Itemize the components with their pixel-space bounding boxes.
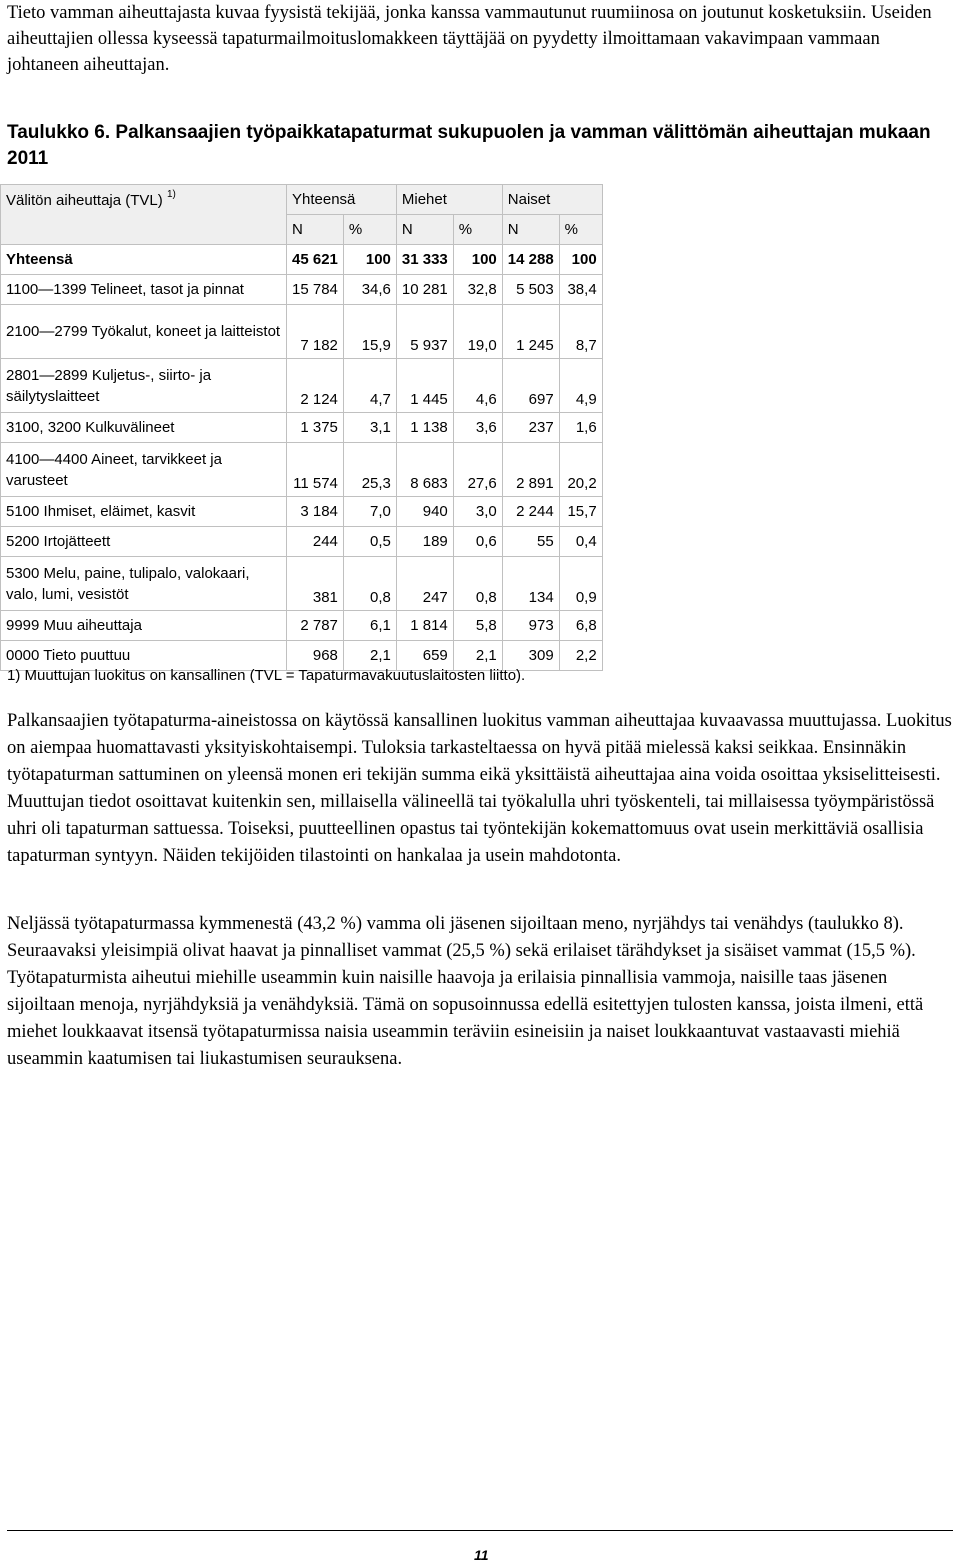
cell-value: 2 124 xyxy=(287,359,344,413)
subheader-n: N xyxy=(287,215,344,245)
cell-value: 7,0 xyxy=(343,497,396,527)
cell-value: 19,0 xyxy=(453,305,502,359)
table-row xyxy=(1,413,603,443)
subheader-pct: % xyxy=(559,215,602,245)
cell-value: 2,1 xyxy=(453,641,502,671)
cell-value: 10 281 xyxy=(396,275,453,305)
cell-value: 6,1 xyxy=(343,611,396,641)
table-row xyxy=(1,611,603,641)
cell-value: 38,4 xyxy=(559,275,602,305)
cell-value: 5,8 xyxy=(453,611,502,641)
cell-value: 0,8 xyxy=(453,557,502,611)
cell-value: 15 784 xyxy=(287,275,344,305)
cell-value: 45 621 xyxy=(287,245,344,275)
subheader-pct: % xyxy=(453,215,502,245)
row-label: 2100—2799 Työkalut, koneet ja laitteistot xyxy=(1,305,287,359)
cell-value: 134 xyxy=(502,557,559,611)
cell-value: 4,6 xyxy=(453,359,502,413)
table-row xyxy=(1,557,603,611)
cell-value: 2,2 xyxy=(559,641,602,671)
row-label: 1100—1399 Telineet, tasot ja pinnat xyxy=(1,275,287,305)
cell-value: 20,2 xyxy=(559,443,602,497)
row-label: 5200 Irtojätteett xyxy=(1,527,287,557)
cell-value: 2 244 xyxy=(502,497,559,527)
row-label: 3100, 3200 Kulkuvälineet xyxy=(1,413,287,443)
cell-value: 100 xyxy=(453,245,502,275)
cell-value: 1,6 xyxy=(559,413,602,443)
cell-value: 8 683 xyxy=(396,443,453,497)
table-caption xyxy=(7,120,947,172)
cell-value: 0,4 xyxy=(559,527,602,557)
cell-value: 3 184 xyxy=(287,497,344,527)
cell-value: 244 xyxy=(287,527,344,557)
group-header-men: Miehet xyxy=(396,185,502,215)
cell-value: 1 445 xyxy=(396,359,453,413)
cell-value: 31 333 xyxy=(396,245,453,275)
table-row xyxy=(1,305,603,359)
cell-value: 8,7 xyxy=(559,305,602,359)
cell-value: 247 xyxy=(396,557,453,611)
table-caption-label: Taulukko 6. xyxy=(7,122,111,143)
intro-paragraph: Tieto vamman aiheuttajasta kuvaa fyysistä tekijää, jonka kanssa vammautunut ruumiinosa on joutunut kosketuksiin. Useiden aiheuttajien ollessa kyseessä tapaturmailmoituslomakkeen täyttäjää on pyydetty ilmoittamaan vakavimpaan vammaan johtaneen aiheuttajan. xyxy=(7,3,932,75)
cell-value: 11 574 xyxy=(287,443,344,497)
cell-value: 973 xyxy=(502,611,559,641)
cell-value: 4,7 xyxy=(343,359,396,413)
cell-value: 2 891 xyxy=(502,443,559,497)
cell-value: 15,7 xyxy=(559,497,602,527)
cell-value: 32,8 xyxy=(453,275,502,305)
row-label: Yhteensä xyxy=(1,245,287,275)
cell-value: 27,6 xyxy=(453,443,502,497)
cell-value: 2,1 xyxy=(343,641,396,671)
cell-value: 189 xyxy=(396,527,453,557)
cell-value: 0,5 xyxy=(343,527,396,557)
cell-value: 968 xyxy=(287,641,344,671)
row-header: Välitön aiheuttaja (TVL) xyxy=(6,192,163,209)
cell-value: 309 xyxy=(502,641,559,671)
table-row xyxy=(1,527,603,557)
table-caption-title: Palkansaajien työpaikkatapaturmat sukupuolen ja vamman välittömän aiheuttajan mukaan 2011 xyxy=(7,122,931,169)
cell-value: 5 937 xyxy=(396,305,453,359)
row-label: 9999 Muu aiheuttaja xyxy=(1,611,287,641)
cell-value: 55 xyxy=(502,527,559,557)
cell-value: 0,6 xyxy=(453,527,502,557)
cell-value: 3,1 xyxy=(343,413,396,443)
cause-table xyxy=(0,184,603,671)
footer-rule xyxy=(7,1530,953,1531)
table-row xyxy=(1,641,603,671)
cell-value: 6,8 xyxy=(559,611,602,641)
subheader-pct: % xyxy=(343,215,396,245)
cell-value: 100 xyxy=(343,245,396,275)
row-label: 5100 Ihmiset, eläimet, kasvit xyxy=(1,497,287,527)
table-row xyxy=(1,359,603,413)
cell-value: 4,9 xyxy=(559,359,602,413)
row-header-cell xyxy=(1,185,287,245)
row-header-note: 1) xyxy=(166,189,176,200)
page-number: 11 xyxy=(474,1547,489,1563)
cell-value: 0,9 xyxy=(559,557,602,611)
subheader-n: N xyxy=(502,215,559,245)
cell-value: 25,3 xyxy=(343,443,396,497)
cell-value: 3,0 xyxy=(453,497,502,527)
cell-value: 381 xyxy=(287,557,344,611)
cell-value: 14 288 xyxy=(502,245,559,275)
cell-value: 1 245 xyxy=(502,305,559,359)
cell-value: 34,6 xyxy=(343,275,396,305)
cell-value: 659 xyxy=(396,641,453,671)
cell-value: 3,6 xyxy=(453,413,502,443)
table-row xyxy=(1,497,603,527)
cell-value: 237 xyxy=(502,413,559,443)
cell-value: 7 182 xyxy=(287,305,344,359)
cell-value: 1 375 xyxy=(287,413,344,443)
cell-value: 100 xyxy=(559,245,602,275)
table-footnote: 1) Muuttujan luokitus on kansallinen (TVL = Tapaturmavakuutuslaitosten liitto). xyxy=(7,667,526,684)
cell-value: 1 138 xyxy=(396,413,453,443)
row-label: 4100—4400 Aineet, tarvikkeet ja varusteet xyxy=(1,443,287,497)
cell-value: 15,9 xyxy=(343,305,396,359)
body-paragraph: Palkansaajien työtapaturma-aineistossa on käytössä kansallinen luokitus vamman aiheuttajaa kuvaavassa muuttujassa. Luokitus on aiempaa huomattavasti yksityiskohtaisempi. Tuloksia tarkasteltaessa on hyvä pitää mielessä kaksi seikkaa. Ensinnäkin työtapaturman sattuminen on yleensä monen eri tekijän summa eikä yksittäistä aiheuttajaa aina voida osoittaa yksiselitteisesti. Muuttujan tiedot osoittavat kuitenkin sen, millaisella välineellä tai työkalulla uhri työskenteli, tai millaisessa työympäristössä uhri oli tapaturman sattuessa. Toiseksi, puutteellinen opastus tai työntekijän kokemattomuus ovat usein merkittäviä osallisia tapaturman syntyyn. Näiden tekijöiden tilastointi on hankalaa ja usein mahdotonta. xyxy=(7,711,952,866)
group-header-women: Naiset xyxy=(502,185,602,215)
cell-value: 0,8 xyxy=(343,557,396,611)
group-header-total: Yhteensä xyxy=(287,185,397,215)
table-row xyxy=(1,443,603,497)
cell-value: 5 503 xyxy=(502,275,559,305)
table-row xyxy=(1,245,603,275)
table-row xyxy=(1,275,603,305)
cell-value: 697 xyxy=(502,359,559,413)
row-label: 2801—2899 Kuljetus-, siirto- ja säilytyslaitteet xyxy=(1,359,287,413)
cell-value: 1 814 xyxy=(396,611,453,641)
cell-value: 940 xyxy=(396,497,453,527)
subheader-n: N xyxy=(396,215,453,245)
table-header-row xyxy=(1,185,603,215)
body-paragraph: Neljässä työtapaturmassa kymmenestä (43,2 %) vamma oli jäsenen sijoiltaan meno, nyrjähdys tai venähdys (taulukko 8). Seuraavaksi yleisimpiä olivat haavat ja pinnalliset vammat (25,5 %) sekä erilaiset tärähdykset ja sisäiset vammat (15,5 %). Työtapaturmista aiheutui miehille useammin kuin naisille haavoja ja erilaisia pinnallisia vammoja, naisille taas jäsenen sijoiltaan menoja, nyrjähdyksiä ja venähdyksiä. Tämä on sopusoinnussa edellä esitettyjen tulosten kanssa, joista ilmeni, että miehet loukkaavat itsensä työtapaturmissa naisia useammin teräviin esineisiin ja naiset loukkaantuvat vastaavasti miehiä useammin kaatumisen tai liukastumisen seurauksena. xyxy=(7,914,924,1069)
row-label: 0000 Tieto puuttuu xyxy=(1,641,287,671)
cell-value: 2 787 xyxy=(287,611,344,641)
row-label: 5300 Melu, paine, tulipalo, valokaari, valo, lumi, vesistöt xyxy=(1,557,287,611)
